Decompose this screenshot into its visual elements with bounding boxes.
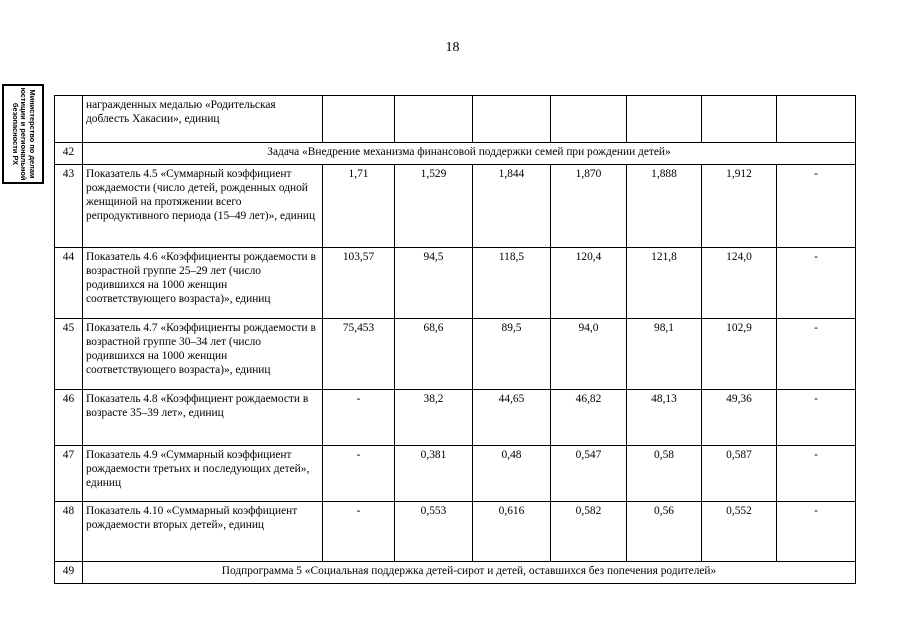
value-cell: 98,1 bbox=[627, 319, 702, 390]
table-row bbox=[55, 165, 856, 248]
value-cell: - bbox=[777, 446, 856, 502]
row-number: 49 bbox=[55, 562, 83, 584]
ministry-stamp bbox=[2, 84, 44, 184]
indicators-table bbox=[54, 95, 856, 584]
section-row bbox=[55, 562, 856, 584]
value-cell: 1,71 bbox=[323, 165, 395, 248]
value-cell bbox=[473, 96, 551, 143]
value-cell: 94,0 bbox=[551, 319, 627, 390]
value-cell: 1,912 bbox=[702, 165, 777, 248]
table-row bbox=[55, 248, 856, 319]
value-cell: - bbox=[777, 165, 856, 248]
value-cell: 44,65 bbox=[473, 390, 551, 446]
stamp-line: юстиции и региональной bbox=[19, 87, 29, 181]
stamp-text bbox=[10, 86, 36, 182]
stamp-line: Министерство по делам bbox=[27, 89, 37, 179]
value-cell: 121,8 bbox=[627, 248, 702, 319]
indicator-description: Показатель 4.7 «Коэффициенты рождаемости в возрастной группе 30–34 лет (число родившихся на 1000 женщин соответствующего возраста)», единиц bbox=[83, 319, 323, 390]
value-cell: 94,5 bbox=[395, 248, 473, 319]
value-cell: 118,5 bbox=[473, 248, 551, 319]
value-cell bbox=[702, 96, 777, 143]
value-cell: 89,5 bbox=[473, 319, 551, 390]
value-cell: 120,4 bbox=[551, 248, 627, 319]
value-cell: 1,870 bbox=[551, 165, 627, 248]
row-number: 45 bbox=[55, 319, 83, 390]
value-cell bbox=[551, 96, 627, 143]
value-cell: - bbox=[323, 390, 395, 446]
section-title: Задача «Внедрение механизма финансовой поддержки семей при рождении детей» bbox=[83, 143, 856, 165]
table-row bbox=[55, 446, 856, 502]
value-cell: - bbox=[777, 248, 856, 319]
value-cell: 1,529 bbox=[395, 165, 473, 248]
row-number: 48 bbox=[55, 502, 83, 562]
value-cell: 75,453 bbox=[323, 319, 395, 390]
value-cell: 0,58 bbox=[627, 446, 702, 502]
row-number bbox=[55, 96, 83, 143]
value-cell bbox=[395, 96, 473, 143]
row-number: 43 bbox=[55, 165, 83, 248]
indicator-description: Показатель 4.10 «Суммарный коэффициент рождаемости вторых детей», единиц bbox=[83, 502, 323, 562]
indicator-description: Показатель 4.5 «Суммарный коэффициент рождаемости (число детей, рожденных одной женщиной на протяжении всего репродуктивного периода (15–49 лет)», единиц bbox=[83, 165, 323, 248]
value-cell: 103,57 bbox=[323, 248, 395, 319]
row-number: 47 bbox=[55, 446, 83, 502]
value-cell bbox=[627, 96, 702, 143]
value-cell: 46,82 bbox=[551, 390, 627, 446]
indicator-description: награжденных медалью «Родительская доблесть Хакасии», единиц bbox=[83, 96, 323, 143]
value-cell: - bbox=[777, 390, 856, 446]
indicator-description: Показатель 4.6 «Коэффициенты рождаемости в возрастной группе 25–29 лет (число родившихся на 1000 женщин соответствующего возраста)», единиц bbox=[83, 248, 323, 319]
row-number: 42 bbox=[55, 143, 83, 165]
page-number: 18 bbox=[445, 40, 460, 55]
value-cell: - bbox=[323, 502, 395, 562]
value-cell: 38,2 bbox=[395, 390, 473, 446]
value-cell: 124,0 bbox=[702, 248, 777, 319]
value-cell: 68,6 bbox=[395, 319, 473, 390]
value-cell: 0,553 bbox=[395, 502, 473, 562]
value-cell: - bbox=[777, 502, 856, 562]
value-cell: 48,13 bbox=[627, 390, 702, 446]
value-cell: 0,616 bbox=[473, 502, 551, 562]
value-cell: 0,552 bbox=[702, 502, 777, 562]
section-row bbox=[55, 143, 856, 165]
table-row bbox=[55, 319, 856, 390]
value-cell bbox=[777, 96, 856, 143]
table-row bbox=[55, 390, 856, 446]
value-cell bbox=[323, 96, 395, 143]
stamp-line: безопасности РХ bbox=[10, 102, 20, 166]
value-cell: 0,587 bbox=[702, 446, 777, 502]
value-cell: 0,56 bbox=[627, 502, 702, 562]
table-row bbox=[55, 96, 856, 143]
row-number: 44 bbox=[55, 248, 83, 319]
value-cell: 49,36 bbox=[702, 390, 777, 446]
section-title: Подпрограмма 5 «Социальная поддержка детей-сирот и детей, оставшихся без попечения родителей» bbox=[83, 562, 856, 584]
value-cell: 0,48 bbox=[473, 446, 551, 502]
row-number: 46 bbox=[55, 390, 83, 446]
table-body bbox=[55, 96, 856, 584]
value-cell: 0,381 bbox=[395, 446, 473, 502]
value-cell: - bbox=[777, 319, 856, 390]
value-cell: 1,888 bbox=[627, 165, 702, 248]
value-cell: 0,582 bbox=[551, 502, 627, 562]
table-row bbox=[55, 502, 856, 562]
indicator-description: Показатель 4.9 «Суммарный коэффициент рождаемости третьих и последующих детей», единиц bbox=[83, 446, 323, 502]
indicator-description: Показатель 4.8 «Коэффициент рождаемости в возрасте 35–39 лет», единиц bbox=[83, 390, 323, 446]
value-cell: 0,547 bbox=[551, 446, 627, 502]
value-cell: 102,9 bbox=[702, 319, 777, 390]
value-cell: 1,844 bbox=[473, 165, 551, 248]
value-cell: - bbox=[323, 446, 395, 502]
